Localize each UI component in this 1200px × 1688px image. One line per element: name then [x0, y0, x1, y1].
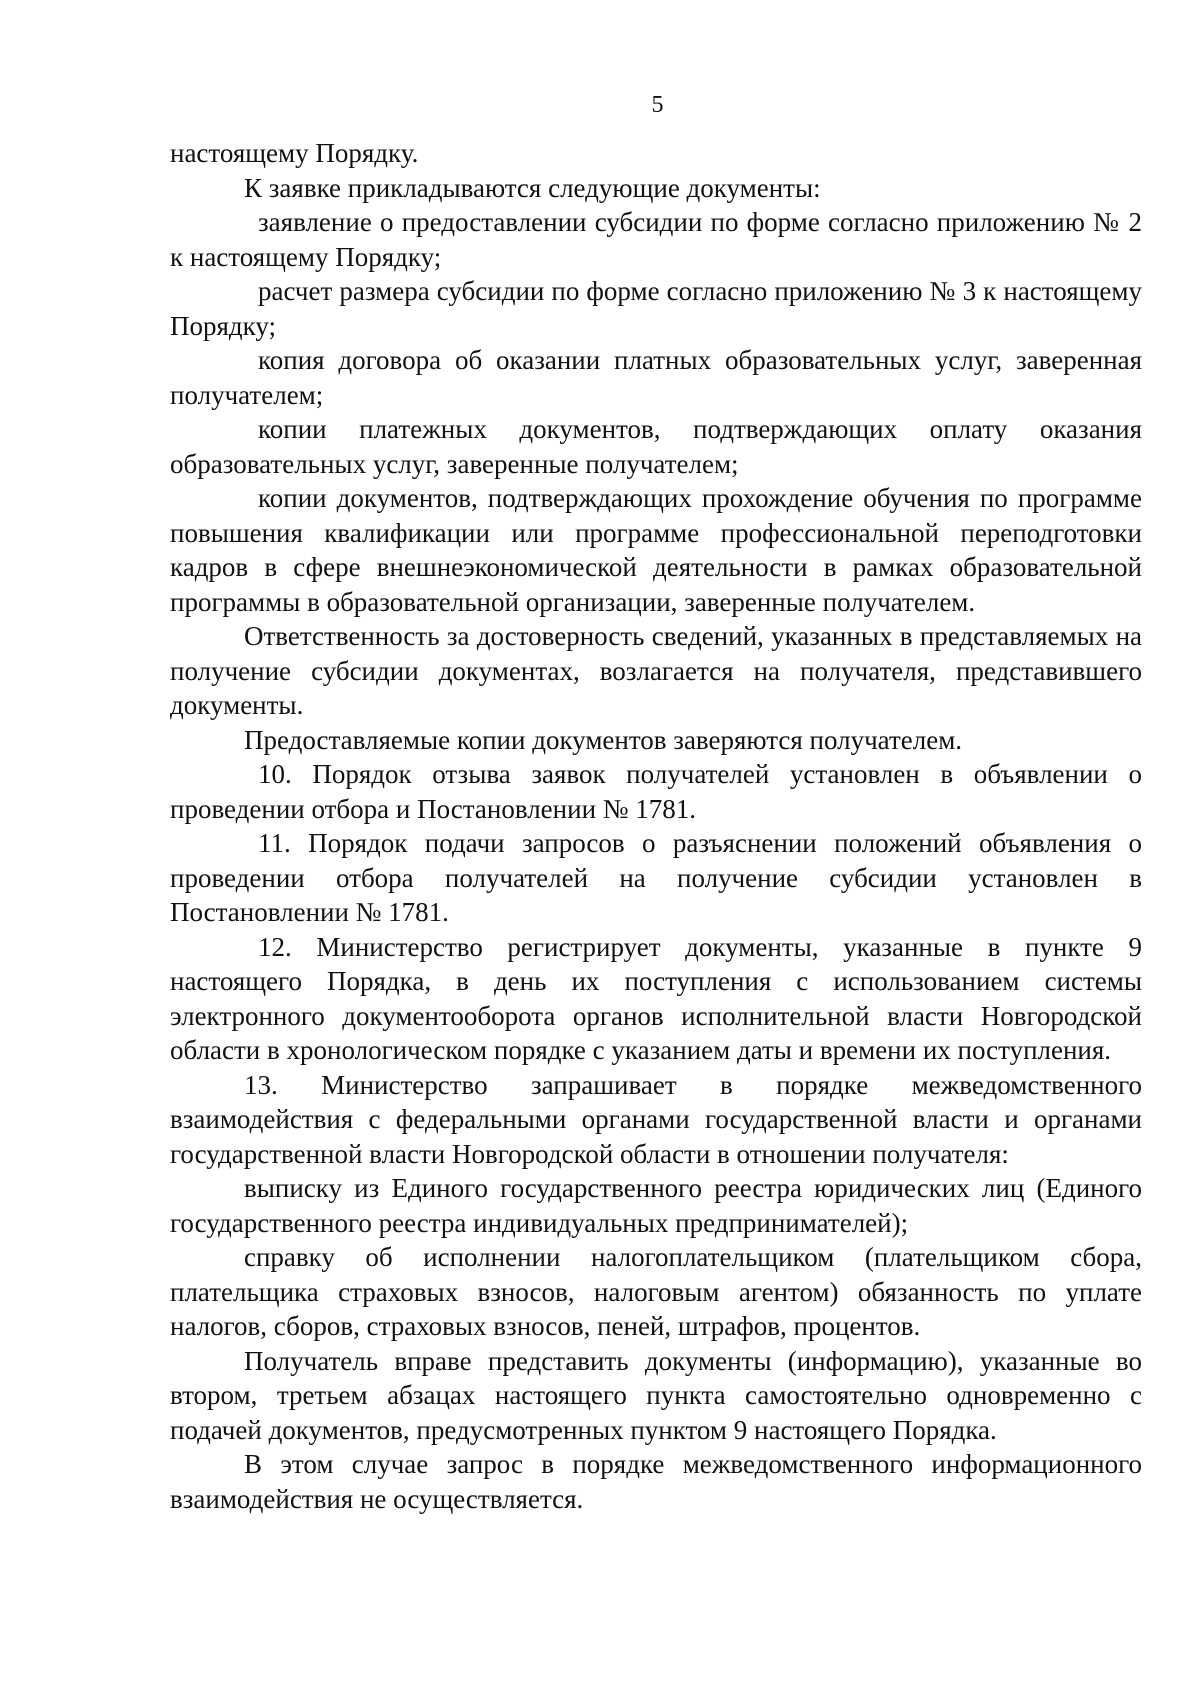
paragraph-payment-copies: копии платежных документов, подтверждающих оплату оказания образовательных услуг, заверенные получателем;	[170, 414, 1142, 479]
paragraph-application: заявление о предоставлении субсидии по форме согласно приложению № 2 к настоящему Порядку;	[170, 207, 1142, 272]
paragraph-training-copies: копии документов, подтверждающих прохождение обучения по программе повышения квалификации или программе профессиональной переподготовки кадров в сфере внешнеэкономической деятельности в рамках образовательной программы в образовательной организации, заверенные получателем.	[170, 483, 1142, 617]
paragraph-item-12: 12. Министерство регистрирует документы, указанные в пункте 9 настоящего Порядка, в день их поступления с использованием системы электронного документооборота органов исполнительной власти Новгородской области в хронологическом порядке с указанием даты и времени их поступления.	[170, 931, 1142, 1065]
paragraph-item-10: 10. Порядок отзыва заявок получателей установлен в объявлении о проведении отбора и Постановлении № 1781.	[170, 759, 1142, 824]
paragraph-item-13: 13. Министерство запрашивает в порядке межведомственного взаимодействия с федеральными органами государственной власти и органами государственной власти Новгородской области в отношении получателя:	[170, 1069, 1142, 1169]
page-number: 5	[651, 92, 664, 118]
paragraph-registry-extract: выписку из Единого государственного реестра юридических лиц (Единого государственного реестра индивидуальных предпринимателей);	[170, 1173, 1142, 1238]
document-body	[170, 136, 1142, 1516]
paragraph-responsibility: Ответственность за достоверность сведений, указанных в представляемых на получение субсидии документах, возлагается на получателя, представившего документы.	[170, 621, 1142, 720]
paragraph-no-request: В этом случае запрос в порядке межведомственного информационного взаимодействия не осуществляется.	[170, 1449, 1142, 1514]
paragraph-attachments-intro: К заявке прикладываются следующие документы:	[244, 172, 821, 203]
paragraph-tax-certificate: справку об исполнении налогоплательщиком (плательщиком сбора, плательщика страховых взносов, налоговым агентом) обязанность по уплате налогов, сборов, страховых взносов, пеней, штрафов, процентов.	[170, 1242, 1142, 1341]
paragraph-recipient-right: Получатель вправе представить документы (информацию), указанные во втором, третьем абзацах настоящего пункта самостоятельно одновременно с подачей документов, предусмотренных пунктом 9 настоящего Порядка.	[170, 1345, 1142, 1445]
paragraph-calculation: расчет размера субсидии по форме согласно приложению № 3 к настоящему Порядку;	[170, 276, 1142, 341]
paragraph-continuation: настоящему Порядку.	[170, 138, 419, 168]
paragraph-item-11: 11. Порядок подачи запросов о разъяснении положений объявления о проведении отбора получателей на получение субсидии установлен в Постановлении № 1781.	[170, 828, 1142, 927]
paragraph-certification: Предоставляемые копии документов заверяются получателем.	[244, 724, 963, 755]
paragraph-contract-copy: копия договора об оказании платных образовательных услуг, заверенная получателем;	[170, 345, 1142, 410]
